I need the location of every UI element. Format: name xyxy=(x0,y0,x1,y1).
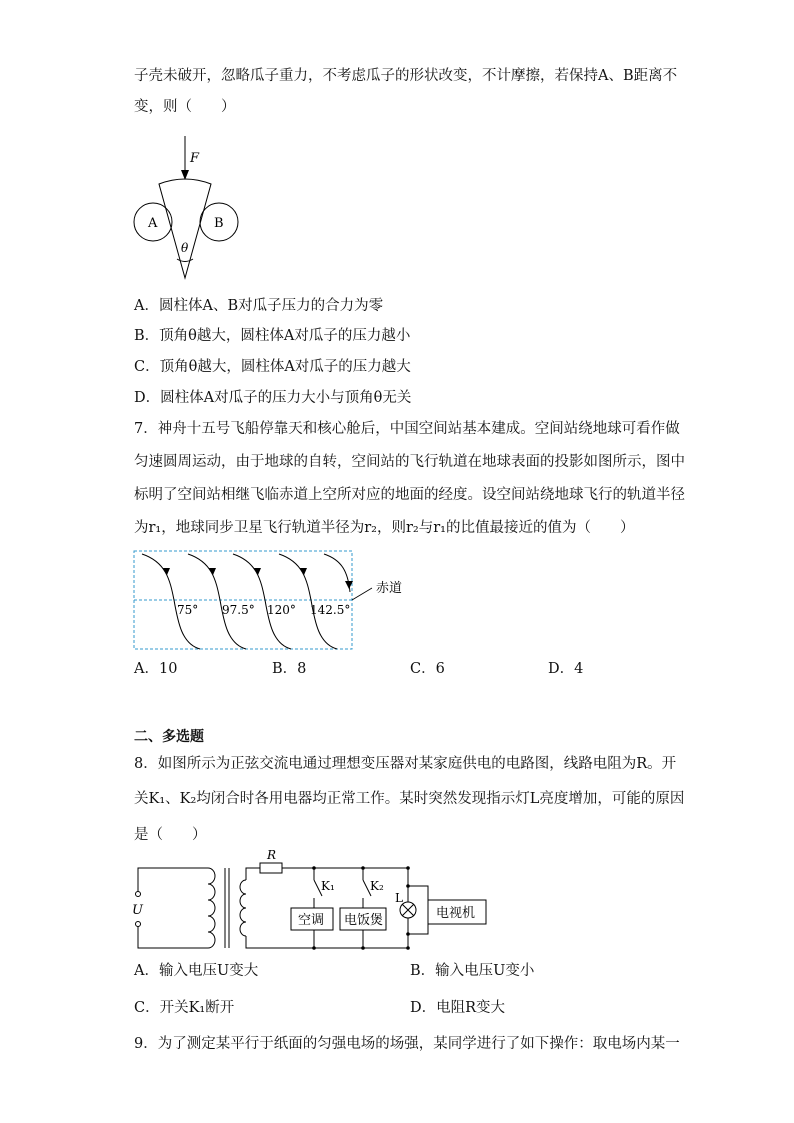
q8-stem-line-1: 8．如图所示为正弦交流电通过理想变压器对某家庭供电的电路图，线路电阻为R。开 xyxy=(134,756,677,772)
longitude-label-4: 142.5° xyxy=(310,603,351,617)
cylinder-a-label: A xyxy=(148,216,158,231)
q6-force-label: F xyxy=(190,151,200,166)
q6-option-b: B．顶角θ越大，圆柱体A对瓜子的压力越小 xyxy=(134,328,411,344)
q7-stem-line-3: 标明了空间站相继飞临赤道上空所对应的地面的经度。设空间站绕地球飞行的轨道半径 xyxy=(134,487,685,503)
q6-stem-line-1: 子壳未破开，忽略瓜子重力，不考虑瓜子的形状改变，不计摩擦，若保持A、B距离不 xyxy=(134,68,678,84)
q7-orbit-figure xyxy=(132,548,412,652)
resistor-label: R xyxy=(267,850,277,862)
q7-stem-line-2: 匀速圆周运动，由于地球的自转，空间站的飞行轨道在地球表面的投影如图所示，图中 xyxy=(134,454,685,470)
q7-option-d: D．4 xyxy=(548,661,584,677)
q8-option-d: D．电阻R变大 xyxy=(410,1000,506,1016)
longitude-label-2: 97.5° xyxy=(222,603,255,617)
q8-stem-line-2: 关K₁、K₂均闭合时各用电器均正常工作。某时突然发现指示灯L亮度增加，可能的原因 xyxy=(134,791,685,807)
lamp-label: L xyxy=(395,891,403,905)
switch-k2-label: K₂ xyxy=(370,879,384,893)
q7-option-b: B．8 xyxy=(272,661,307,677)
q6-stem-line-2: 变，则（ ） xyxy=(134,99,236,115)
q6-wedge-figure xyxy=(130,130,250,282)
q7-option-a: A．10 xyxy=(134,661,178,677)
q8-option-c: C．开关K₁断开 xyxy=(134,1000,235,1016)
q7-option-c: C．6 xyxy=(410,661,445,677)
q9-stem-line-1: 9．为了测定某平行于纸面的匀强电场的场强，某同学进行了如下操作：取电场内某一 xyxy=(134,1036,680,1052)
q6-option-c: C．顶角θ越大，圆柱体A对瓜子的压力越大 xyxy=(134,359,411,375)
longitude-label-1: 75° xyxy=(177,603,199,617)
q6-option-d: D．圆柱体A对瓜子的压力大小与顶角θ无关 xyxy=(134,390,412,406)
q8-stem-line-3: 是（ ） xyxy=(134,827,207,843)
device-rice-cooker: 电饭煲 xyxy=(344,913,384,928)
device-air-conditioner: 空调 xyxy=(298,913,325,928)
q8-option-b: B．输入电压U变小 xyxy=(410,963,535,979)
voltage-label: U xyxy=(132,903,143,918)
angle-label: θ xyxy=(181,241,189,255)
q7-stem-line-4: 为r₁，地球同步卫星飞行轨道半径为r₂，则r₂与r₁的比值最接近的值为（ ） xyxy=(134,520,635,536)
q8-circuit-figure xyxy=(128,850,508,954)
longitude-label-3: 120° xyxy=(267,603,296,617)
q7-stem-line-1: 7．神舟十五号飞船停靠天和核心舱后，中国空间站基本建成。空间站绕地球可看作做 xyxy=(134,421,680,437)
device-tv: 电视机 xyxy=(436,906,476,921)
q8-option-a: A．输入电压U变大 xyxy=(134,963,259,979)
cylinder-b-label: B xyxy=(214,216,224,231)
q6-option-a: A．圆柱体A、B对瓜子压力的合力为零 xyxy=(134,298,384,314)
switch-k1-label: K₁ xyxy=(321,879,335,893)
section-title: 二、多选题 xyxy=(134,729,204,745)
equator-label: 赤道 xyxy=(376,581,403,596)
